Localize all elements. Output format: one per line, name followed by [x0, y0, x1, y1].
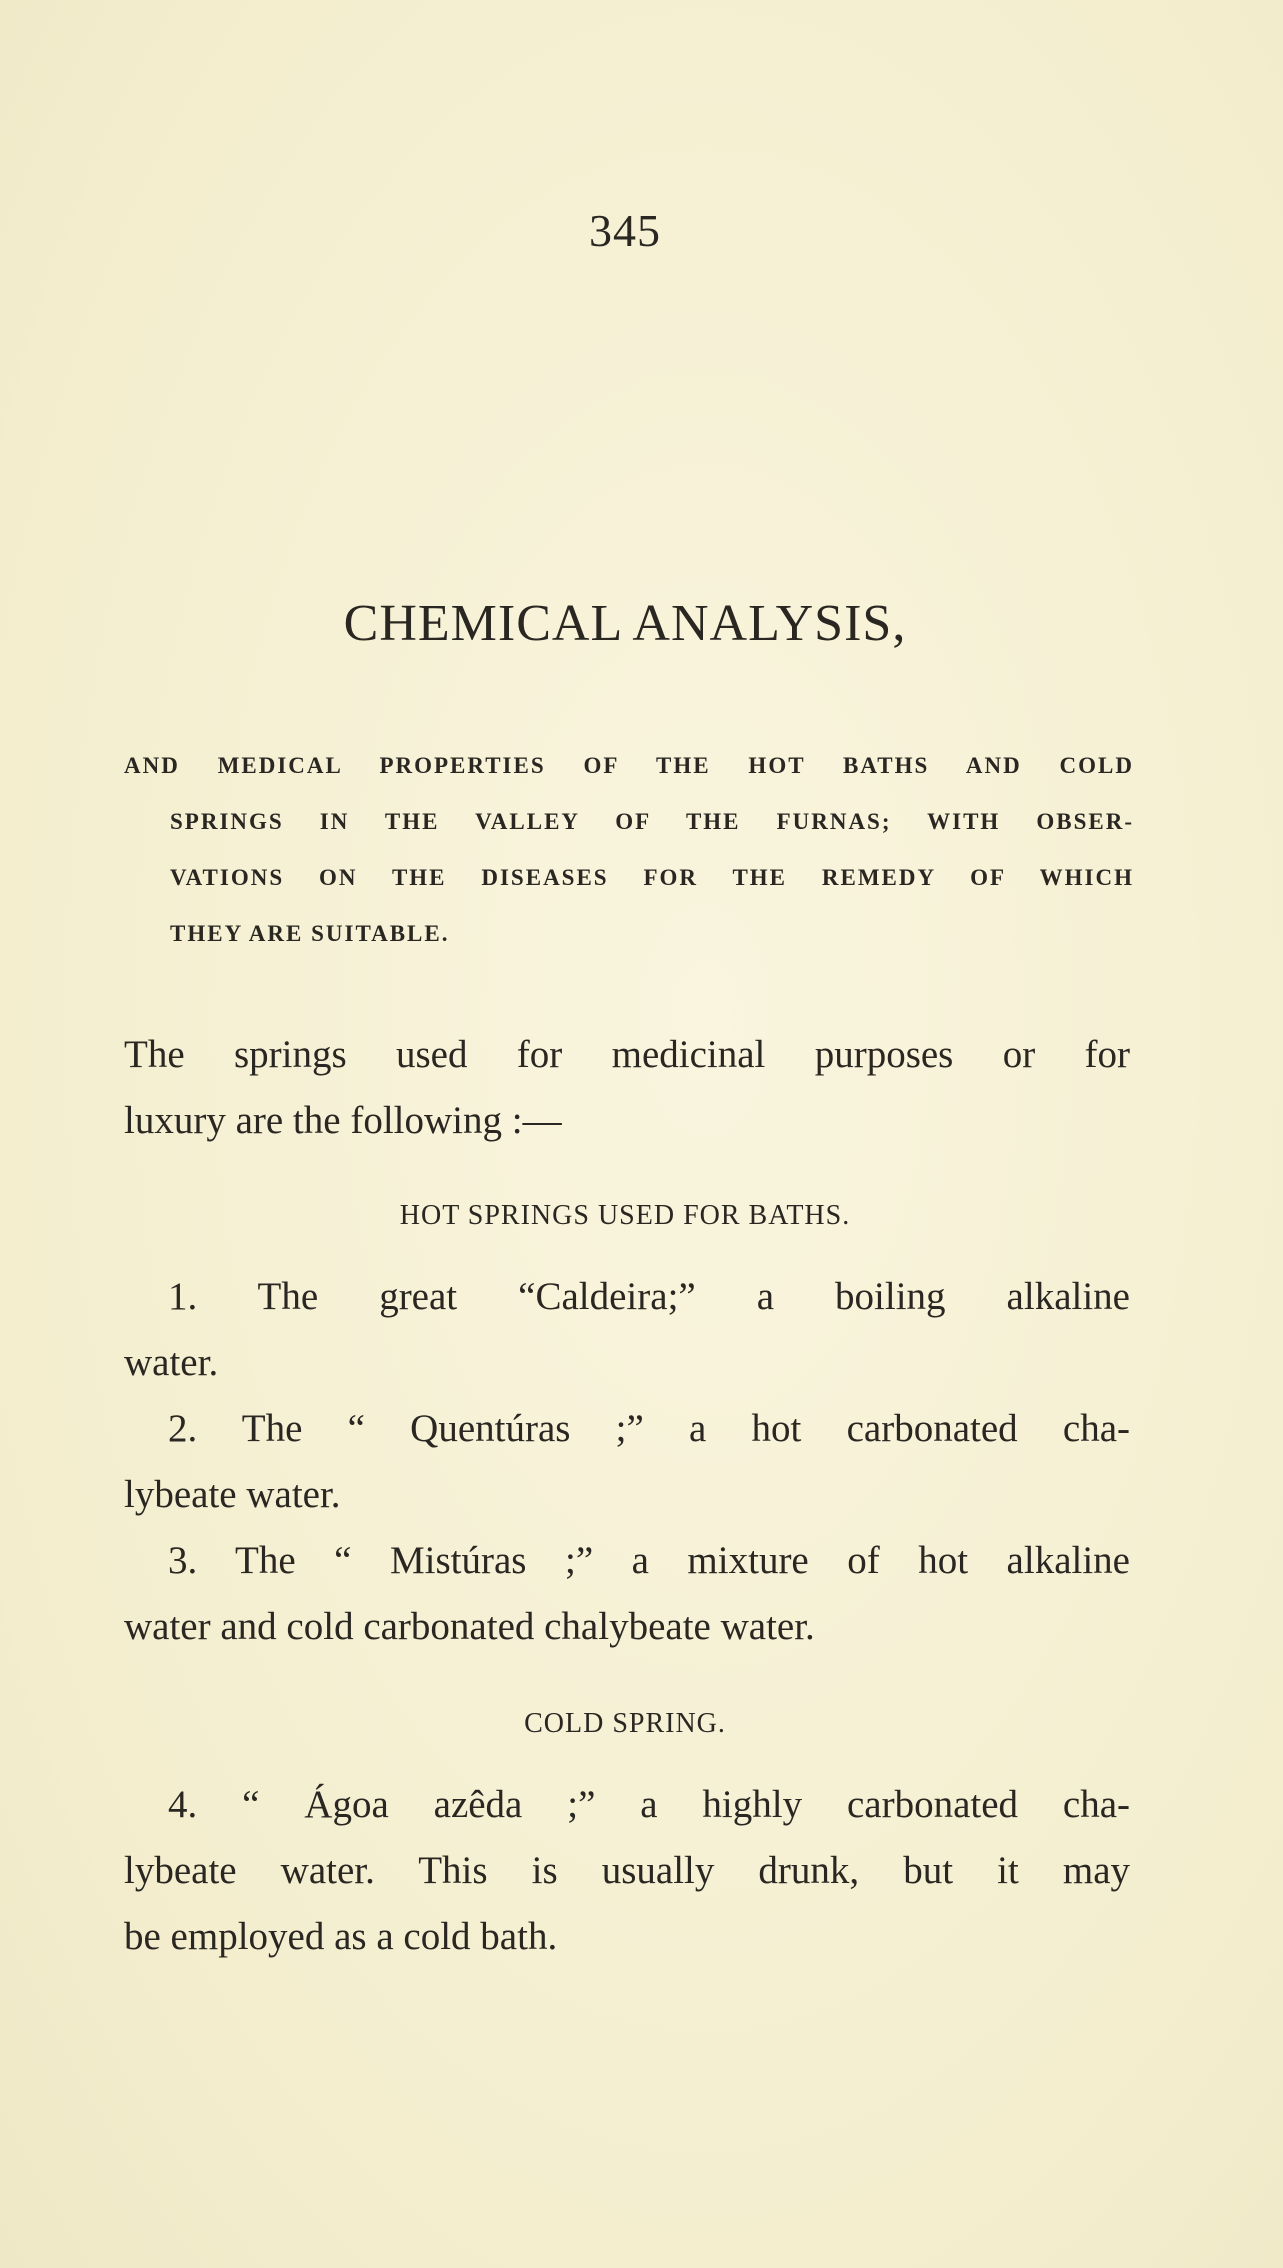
hot-springs-list [124, 1264, 1130, 1660]
subtitle-line: AND MEDICAL PROPERTIES OF THE HOT BATHS AND COLD [124, 753, 1134, 778]
paragraph-line: The springs used for medicinal purposes or for [124, 1033, 1130, 1076]
chapter-title: CHEMICAL ANALYSIS, [343, 595, 907, 652]
page-number: 345 [589, 205, 661, 256]
list-item-line: lybeate water. [124, 1473, 341, 1516]
list-item-line: 3. The “ Mistúras ;” a mixture of hot alkaline [168, 1539, 1130, 1582]
list-item-line: 1. The great “Caldeira;” a boiling alkaline [168, 1275, 1130, 1318]
subtitle-line: SPRINGS IN THE VALLEY OF THE FURNAS; WITH OBSER- [170, 809, 1134, 834]
list-item-line: be employed as a cold bath. [124, 1915, 558, 1958]
subtitle-line: THEY ARE SUITABLE. [170, 921, 450, 946]
list-item-line: 4. “ Ágoa azêda ;” a highly carbonated cha- [168, 1783, 1130, 1826]
hot-springs-heading: HOT SPRINGS USED FOR BATHS. [399, 1200, 851, 1231]
list-item-line: water and cold carbonated chalybeate water. [124, 1605, 815, 1648]
chapter-subtitle [124, 738, 1134, 962]
intro-paragraph [124, 1022, 1130, 1154]
subtitle-line: VATIONS ON THE DISEASES FOR THE REMEDY OF WHICH [170, 865, 1134, 890]
list-item-line: 2. The “ Quentúras ;” a hot carbonated cha- [168, 1407, 1130, 1450]
list-item-line: lybeate water. This is usually drunk, but it may [124, 1849, 1130, 1892]
cold-spring-heading: COLD SPRING. [524, 1708, 726, 1739]
paragraph-line: luxury are the following :— [124, 1099, 562, 1142]
list-item-line: water. [124, 1341, 219, 1384]
cold-spring-list [124, 1772, 1130, 1970]
